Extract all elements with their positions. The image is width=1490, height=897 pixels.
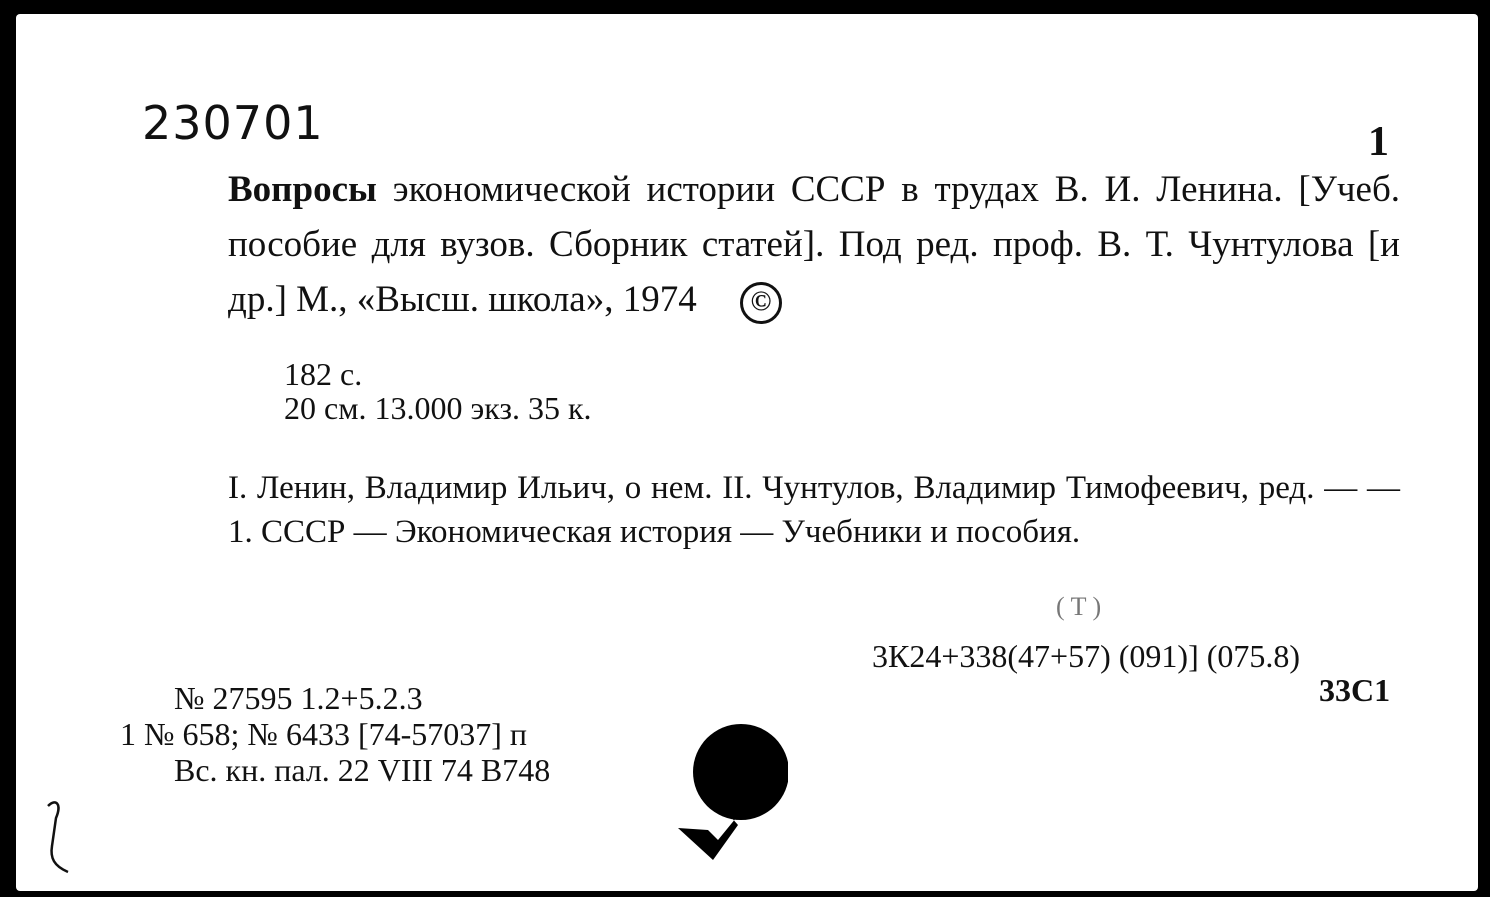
card-number: 1: [1368, 119, 1389, 165]
handwritten-mark-icon: [38, 798, 88, 878]
classification-index: 3К24+338(47+57) (091)] (075.8): [872, 638, 1301, 674]
faint-stamp: (Т): [1056, 592, 1108, 621]
dimensions-print-run-price: 20 см. 13.000 экз. 35 к.: [284, 390, 592, 426]
tracings: I. Ленин, Владимир Ильич, о нем. II. Чунтулов, Владимир Тимофеевич, ред. — — 1. СССР — Экономическая история — Учебники и пособия.: [228, 470, 1400, 550]
registration-line-2: 1 № 658; № 6433 [74-57037] п: [120, 716, 528, 752]
ink-blot-icon: [678, 720, 788, 860]
catalog-card: [16, 14, 1478, 891]
handwritten-number: 230701: [142, 96, 324, 150]
registration-line-1: № 27595 1.2+5.2.3: [174, 680, 423, 716]
classification-code: 33С1: [1319, 672, 1391, 708]
title-text: экономической истории СССР в трудах В. И. Ленина. [Учеб. пособие для вузов. Сборник статей]. Под ред. проф. В. Т. Чунтулова [и др.] М., «Высш. школа», 1974: [228, 169, 1401, 320]
registration-line-3: Вс. кн. пал. 22 VIII 74 В748: [174, 752, 551, 788]
copyright-icon: ©: [740, 282, 782, 324]
pages: 182 с.: [284, 356, 363, 392]
title-lead: Вопросы: [228, 169, 377, 210]
bibliographic-description: [228, 162, 1400, 327]
